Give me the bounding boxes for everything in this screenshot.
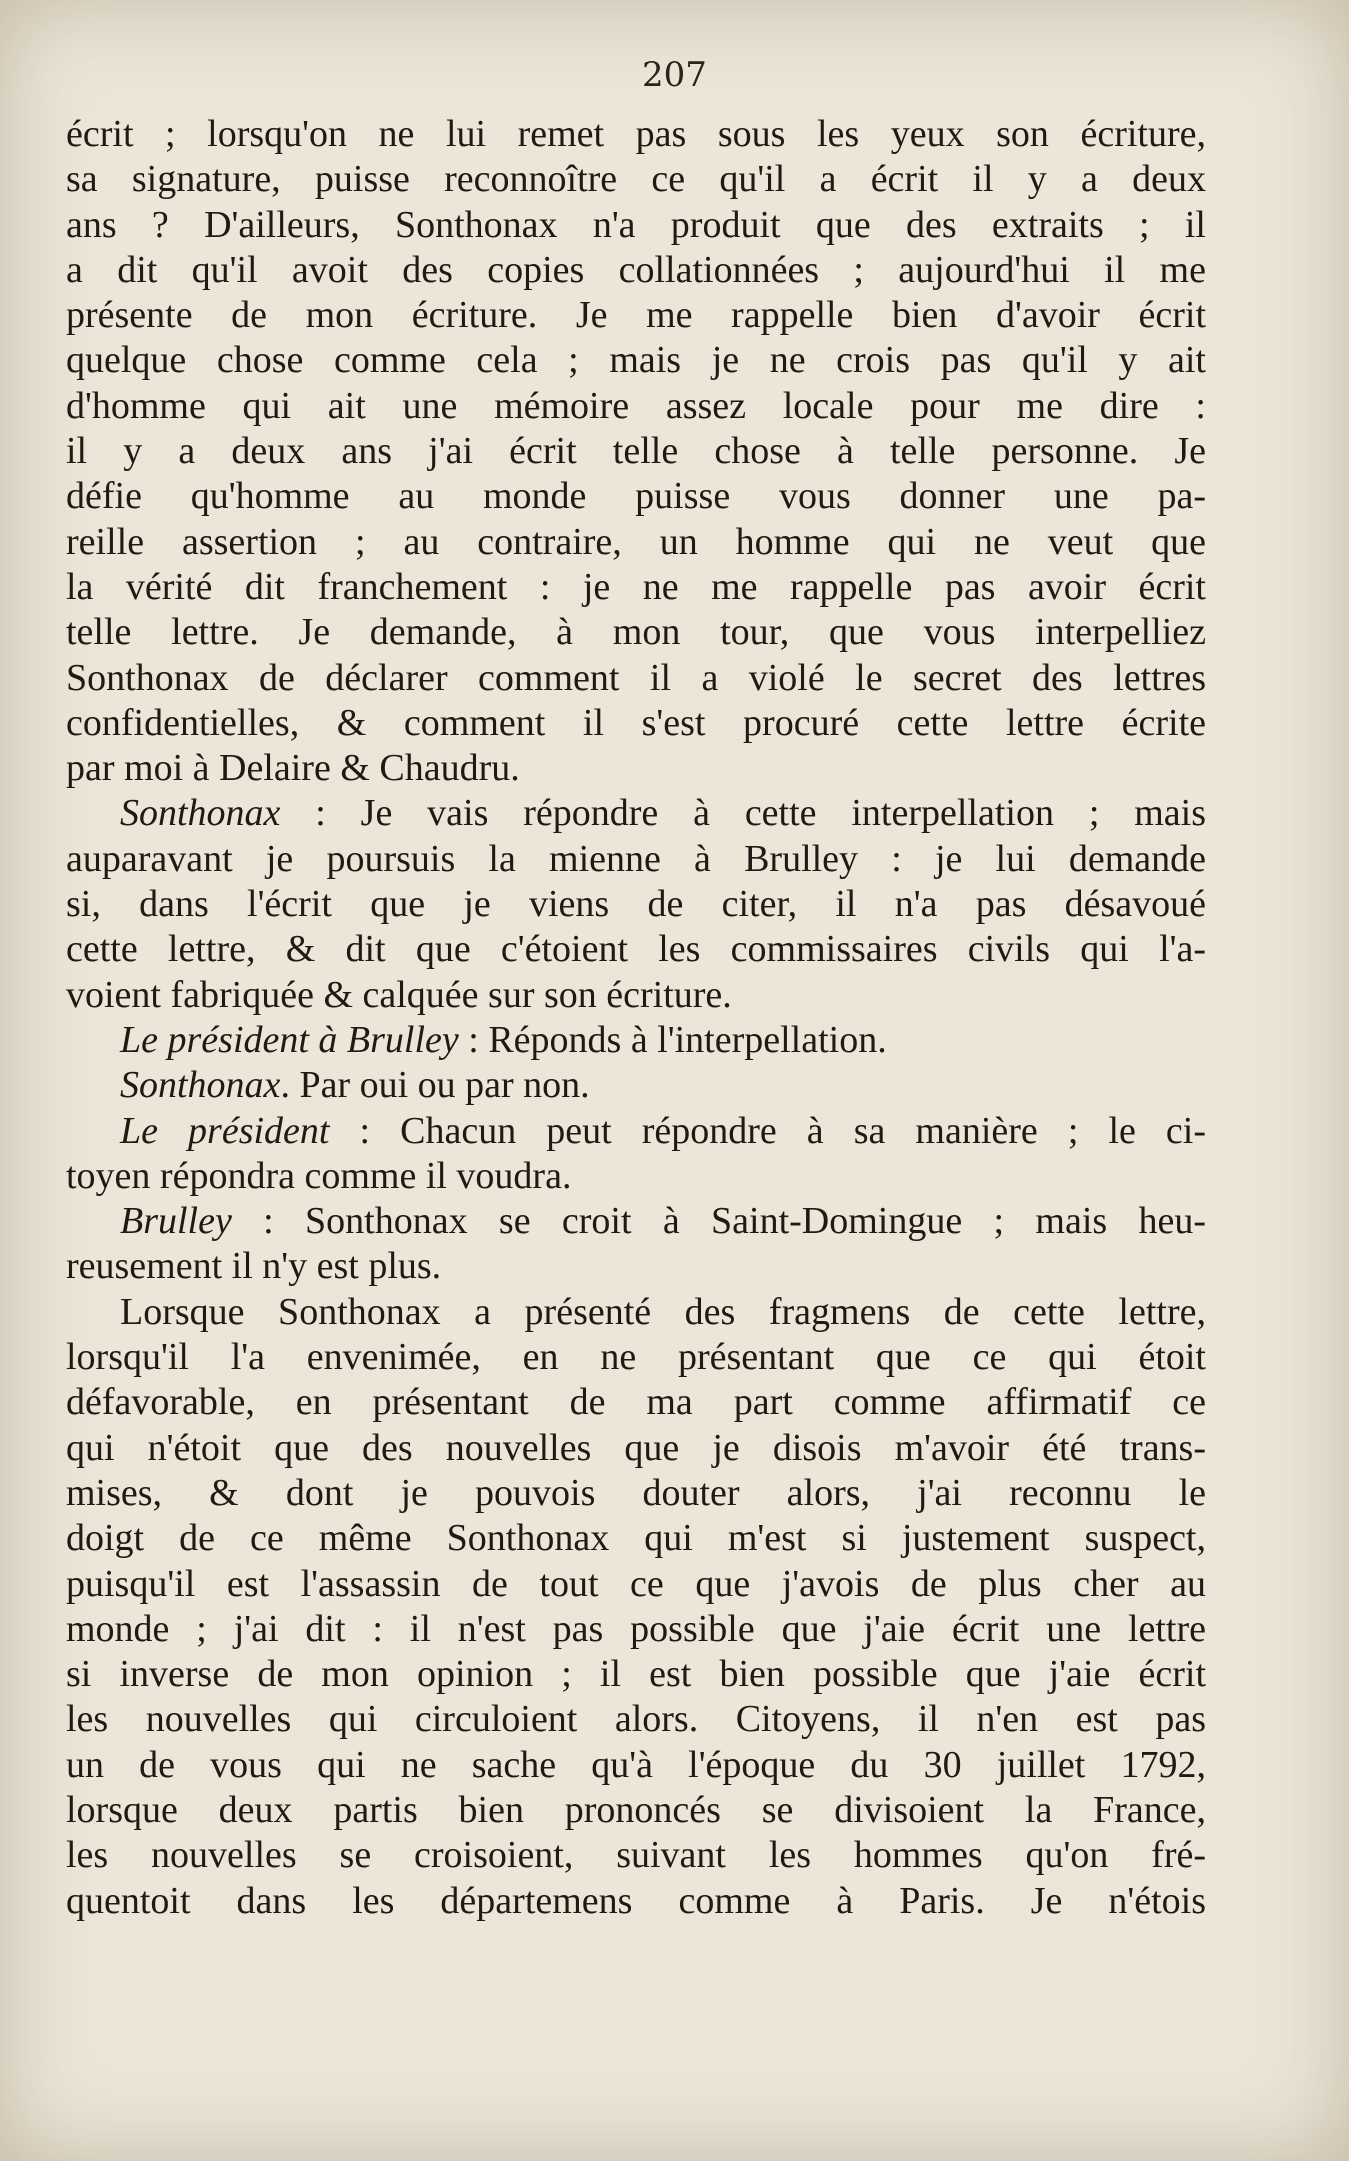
text-line — [66, 1018, 1206, 1063]
line-text: par moi à Delaire & Chaudru. — [66, 747, 520, 790]
line-text: confidentielles, & comment il s'est procuré cette lettre écrite — [66, 701, 1206, 744]
page-number: 207 — [642, 55, 707, 95]
text-line — [66, 1471, 1206, 1516]
speaker-name: Brulley — [120, 1200, 232, 1243]
line-text: qui n'étoit que des nouvelles que je disois m'avoir été trans- — [66, 1426, 1206, 1469]
text-line — [66, 1335, 1206, 1380]
line-text: quentoit dans les départemens comme à Paris. Je n'étois — [66, 1879, 1206, 1922]
text-line — [66, 1290, 1206, 1335]
text-line — [66, 1607, 1206, 1652]
text-line — [66, 882, 1206, 927]
line-text: un de vous qui ne sache qu'à l'époque du 30 juillet 1792, — [66, 1743, 1206, 1786]
line-text: si, dans l'écrit que je viens de citer, il n'a pas désavoué — [66, 883, 1206, 926]
text-line — [66, 384, 1206, 429]
line-text: mises, & dont je pouvois douter alors, j'ai reconnu le — [66, 1471, 1206, 1514]
text-line — [66, 474, 1206, 519]
line-text: les nouvelles qui circuloient alors. Citoyens, il n'en est pas — [66, 1698, 1206, 1741]
text-line — [66, 746, 1206, 791]
text-line — [66, 1788, 1206, 1833]
line-text: quelque chose comme cela ; mais je ne crois pas qu'il y ait — [66, 339, 1206, 382]
text-line — [66, 1562, 1206, 1607]
line-text: si inverse de mon opinion ; il est bien possible que j'aie écrit — [66, 1653, 1206, 1696]
text-line — [66, 338, 1206, 383]
line-text: toyen répondra comme il voudra. — [66, 1154, 572, 1197]
line-text: Lorsque Sonthonax a présenté des fragmens de cette lettre, — [120, 1290, 1206, 1333]
text-line — [66, 1109, 1206, 1154]
text-line — [66, 429, 1206, 474]
line-text: cette lettre, & dit que c'étoient les commissaires civils qui l'a- — [66, 928, 1206, 971]
speaker-name: Sonthonax — [120, 1064, 281, 1107]
text-line — [66, 837, 1206, 882]
line-text: lorsque deux partis bien prononcés se divisoient la France, — [66, 1788, 1206, 1831]
text-line — [66, 112, 1206, 157]
text-line — [66, 1652, 1206, 1697]
text-line — [66, 927, 1206, 972]
speaker-name: Sonthonax — [120, 792, 281, 835]
speaker-name: Le président à Brulley — [120, 1018, 459, 1061]
text-line — [66, 1879, 1206, 1924]
line-text: voient fabriquée & calquée sur son écriture. — [66, 973, 732, 1016]
text-line — [66, 1244, 1206, 1289]
text-line — [66, 1154, 1206, 1199]
line-text: il y a deux ans j'ai écrit telle chose à telle personne. Je — [66, 430, 1206, 473]
line-text: d'homme qui ait une mémoire assez locale pour me dire : — [66, 384, 1206, 427]
text-line — [66, 610, 1206, 655]
text-line — [66, 701, 1206, 746]
line-text: la vérité dit franchement : je ne me rappelle pas avoir écrit — [66, 565, 1206, 608]
text-line — [66, 1743, 1206, 1788]
line-text: Sonthonax de déclarer comment il a violé le secret des lettres — [66, 656, 1206, 699]
line-text: doigt de ce même Sonthonax qui m'est si justement suspect, — [66, 1517, 1206, 1560]
text-line — [66, 1426, 1206, 1471]
text-line — [66, 1380, 1206, 1425]
line-text: . Par oui ou par non. — [280, 1064, 590, 1107]
text-line — [66, 203, 1206, 248]
line-text: ans ? D'ailleurs, Sonthonax n'a produit que des extraits ; il — [66, 203, 1206, 246]
text-line — [66, 656, 1206, 701]
line-text: reusement il n'y est plus. — [66, 1245, 442, 1288]
text-line — [66, 1063, 1206, 1108]
line-text: puisqu'il est l'assassin de tout ce que j'avois de plus cher au — [66, 1562, 1206, 1605]
text-line — [66, 1516, 1206, 1561]
text-line — [66, 565, 1206, 610]
line-text: lorsqu'il l'a envenimée, en ne présentant que ce qui étoit — [66, 1336, 1206, 1379]
line-text: telle lettre. Je demande, à mon tour, que vous interpelliez — [66, 611, 1206, 654]
line-text: les nouvelles se croisoient, suivant les hommes qu'on fré- — [66, 1834, 1206, 1877]
text-line — [66, 293, 1206, 338]
line-text: défie qu'homme au monde puisse vous donner une pa- — [66, 475, 1206, 518]
text-line — [66, 1697, 1206, 1742]
line-text: présente de mon écriture. Je me rappelle bien d'avoir écrit — [66, 294, 1206, 337]
text-line — [66, 248, 1206, 293]
line-text: : Sonthonax se croit à Saint-Domingue ; mais heu- — [231, 1200, 1206, 1243]
line-text: monde ; j'ai dit : il n'est pas possible que j'aie écrit une lettre — [66, 1607, 1206, 1650]
line-text: reille assertion ; au contraire, un homme qui ne veut que — [66, 520, 1206, 563]
line-text: sa signature, puisse reconnoître ce qu'il a écrit il y a deux — [66, 158, 1206, 201]
text-line — [66, 1833, 1206, 1878]
text-line — [66, 157, 1206, 202]
line-text: : Réponds à l'interpellation. — [458, 1018, 887, 1061]
line-text: écrit ; lorsqu'on ne lui remet pas sous les yeux son écriture, — [66, 113, 1206, 155]
text-line — [66, 1199, 1206, 1244]
text-line — [66, 973, 1206, 1018]
line-text: : Chacun peut répondre à sa manière ; le ci- — [329, 1109, 1206, 1152]
line-text: défavorable, en présentant de ma part comme affirmatif ce — [66, 1381, 1206, 1424]
line-text: : Je vais répondre à cette interpellation ; mais — [280, 792, 1206, 835]
text-line — [66, 791, 1206, 836]
text-line — [66, 520, 1206, 565]
body-text — [66, 112, 1206, 1924]
line-text: a dit qu'il avoit des copies collationnées ; aujourd'hui il me — [66, 248, 1206, 291]
line-text: auparavant je poursuis la mienne à Brulley : je lui demande — [66, 837, 1206, 880]
speaker-name: Le président — [120, 1109, 330, 1152]
